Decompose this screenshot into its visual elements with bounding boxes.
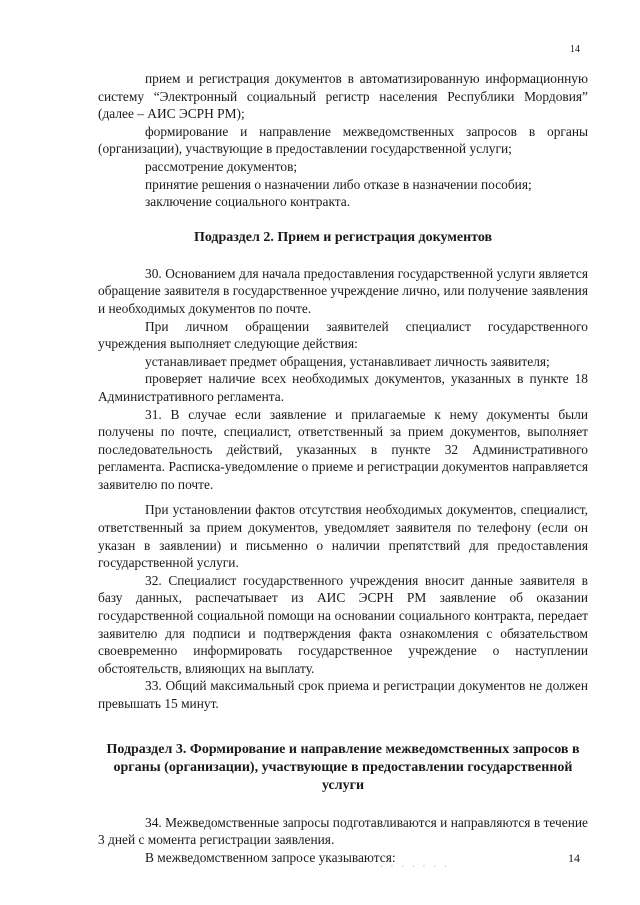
paragraph-33: 33. Общий максимальный срок приема и регистрации документов не должен превышать 15 минут. [98, 678, 588, 711]
page-number-top: 14 [570, 44, 580, 55]
paragraph-30: 30. Основанием для начала предоставления государственной услуги является обращение заявителя в государственное учреждение лично, или получение заявления и необходимых документов по почте. [98, 265, 588, 316]
paragraph: проверяет наличие всех необходимых документов, указанных в пункте 18 Административного регламента. [98, 371, 588, 404]
document-body [98, 70, 588, 866]
paragraph: устанавливает предмет обращения, устанавливает личность заявителя; [145, 353, 550, 369]
paragraph: В межведомственном запросе указываются: [145, 849, 396, 865]
list-item: заключение социального контракта. [145, 194, 351, 210]
scan-artifact-marks: · · · · · · · [380, 862, 450, 871]
list-item: принятие решения о назначении либо отказе в назначении пособия; [145, 176, 532, 192]
list-item: формирование и направление межведомственных запросов в органы (организации), участвующие в предоставлении государственной услуги; [98, 123, 588, 157]
subsection-3-heading: Подраздел 3. Формирование и направление межведомственных запросов в органы (организации), участвующие в предоставлении государственной услуги [106, 741, 580, 793]
list-item: прием и регистрация документов в автоматизированную информационную систему “Электронный социальный регистр населения Республики Мордовия” (далее – АИС ЭСРН РМ); [98, 71, 588, 122]
paragraph: При установлении фактов отсутствия необходимых документов, специалист, ответственный за прием документов, уведомляет заявителя по телефону (если он указан в заявлении) и письменно о наличии препятствий для предоставления государственной услуги. [98, 502, 588, 571]
paragraph: При личном обращении заявителей специалист государственного учреждения выполняет следующие действия: [98, 318, 588, 352]
list-item: рассмотрение документов; [145, 158, 298, 174]
paragraph-34: 34. Межведомственные запросы подготавливаются и направляются в течение 3 дней с момента регистрации заявления. [98, 814, 588, 848]
paragraph-31: 31. В случае если заявление и прилагаемые к нему документы были получены по почте, специалист, ответственный за прием документов, выполняет последовательность действий, указанных в пункте 32 Административного регламента. Расписка-уведомление о приеме и регистрации документов направляется заявителю по почте. [98, 406, 588, 492]
subsection-2-heading: Подраздел 2. Прием и регистрация документов [193, 229, 493, 245]
page-number-bottom: 14 [568, 851, 580, 865]
paragraph-32: 32. Специалист государственного учреждения вносит данные заявителя в базу данных, распечатывает из АИС ЭСРН РМ заявление об оказании государственной социальной помощи на основании социального контракта, передает заявителю для подписи и подтверждения факта ознакомления с обязательством своевременно информировать государственное учреждение о наступлении обстоятельств, влияющих на выплату. [98, 572, 588, 676]
